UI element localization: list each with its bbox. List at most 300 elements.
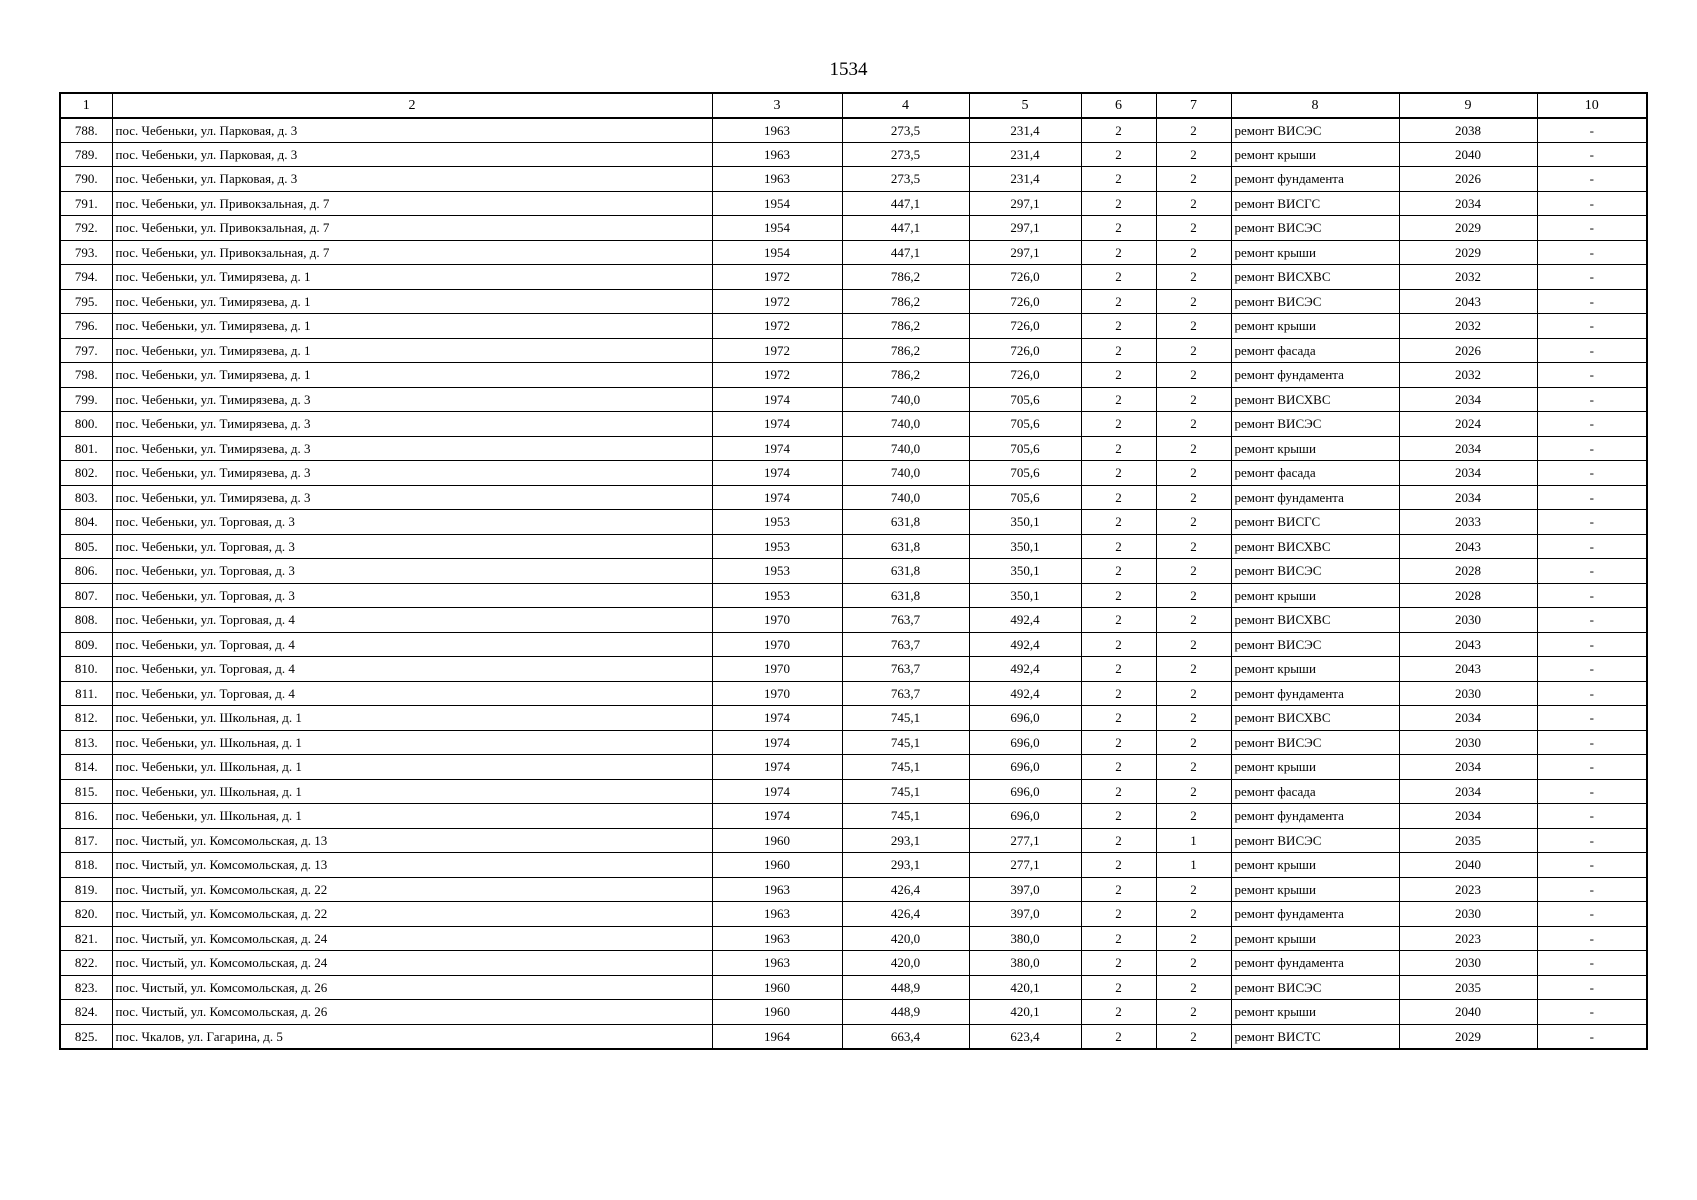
table-row bbox=[60, 730, 1647, 755]
entrances-cell: 2 bbox=[1156, 559, 1231, 584]
floors-cell: 2 bbox=[1081, 265, 1156, 290]
table-row bbox=[60, 118, 1647, 143]
floors-cell: 2 bbox=[1081, 706, 1156, 731]
entrances-cell: 2 bbox=[1156, 216, 1231, 241]
build-year-cell: 1970 bbox=[712, 608, 842, 633]
note-cell: - bbox=[1537, 191, 1647, 216]
work-type-cell: ремонт ВИСЭС bbox=[1231, 216, 1399, 241]
total-area-cell: 631,8 bbox=[842, 510, 969, 535]
build-year-cell: 1953 bbox=[712, 534, 842, 559]
living-area-cell: 492,4 bbox=[969, 657, 1081, 682]
work-type-cell: ремонт ВИСХВС bbox=[1231, 706, 1399, 731]
table-row bbox=[60, 314, 1647, 339]
build-year-cell: 1963 bbox=[712, 902, 842, 927]
column-header-9: 9 bbox=[1399, 93, 1537, 118]
address-cell: пос. Чебеньки, ул. Торговая, д. 4 bbox=[112, 608, 712, 633]
total-area-cell: 740,0 bbox=[842, 436, 969, 461]
total-area-cell: 786,2 bbox=[842, 338, 969, 363]
total-area-cell: 426,4 bbox=[842, 902, 969, 927]
living-area-cell: 696,0 bbox=[969, 730, 1081, 755]
planned-year-cell: 2032 bbox=[1399, 363, 1537, 388]
planned-year-cell: 2035 bbox=[1399, 828, 1537, 853]
total-area-cell: 745,1 bbox=[842, 730, 969, 755]
note-cell: - bbox=[1537, 265, 1647, 290]
work-type-cell: ремонт ВИСЭС bbox=[1231, 559, 1399, 584]
table-body bbox=[60, 118, 1647, 1049]
table-row bbox=[60, 559, 1647, 584]
living-area-cell: 623,4 bbox=[969, 1024, 1081, 1049]
work-type-cell: ремонт ВИСЭС bbox=[1231, 632, 1399, 657]
note-cell: - bbox=[1537, 559, 1647, 584]
build-year-cell: 1972 bbox=[712, 314, 842, 339]
entrances-cell: 2 bbox=[1156, 338, 1231, 363]
entrances-cell: 2 bbox=[1156, 289, 1231, 314]
build-year-cell: 1963 bbox=[712, 926, 842, 951]
total-area-cell: 745,1 bbox=[842, 804, 969, 829]
row-number-cell: 803. bbox=[60, 485, 112, 510]
work-type-cell: ремонт ВИСЭС bbox=[1231, 412, 1399, 437]
work-type-cell: ремонт крыши bbox=[1231, 877, 1399, 902]
address-cell: пос. Чистый, ул. Комсомольская, д. 22 bbox=[112, 877, 712, 902]
row-number-cell: 815. bbox=[60, 779, 112, 804]
work-type-cell: ремонт фундамента bbox=[1231, 167, 1399, 192]
floors-cell: 2 bbox=[1081, 216, 1156, 241]
total-area-cell: 293,1 bbox=[842, 828, 969, 853]
floors-cell: 2 bbox=[1081, 142, 1156, 167]
column-header-4: 4 bbox=[842, 93, 969, 118]
row-number-cell: 796. bbox=[60, 314, 112, 339]
planned-year-cell: 2029 bbox=[1399, 216, 1537, 241]
address-cell: пос. Чебеньки, ул. Торговая, д. 3 bbox=[112, 534, 712, 559]
planned-year-cell: 2026 bbox=[1399, 167, 1537, 192]
living-area-cell: 380,0 bbox=[969, 951, 1081, 976]
floors-cell: 2 bbox=[1081, 828, 1156, 853]
planned-year-cell: 2038 bbox=[1399, 118, 1537, 143]
living-area-cell: 380,0 bbox=[969, 926, 1081, 951]
entrances-cell: 2 bbox=[1156, 1000, 1231, 1025]
address-cell: пос. Чкалов, ул. Гагарина, д. 5 bbox=[112, 1024, 712, 1049]
page-number: 1534 bbox=[829, 59, 868, 80]
planned-year-cell: 2043 bbox=[1399, 657, 1537, 682]
planned-year-cell: 2034 bbox=[1399, 461, 1537, 486]
row-number-cell: 791. bbox=[60, 191, 112, 216]
address-cell: пос. Чистый, ул. Комсомольская, д. 24 bbox=[112, 951, 712, 976]
entrances-cell: 2 bbox=[1156, 804, 1231, 829]
planned-year-cell: 2030 bbox=[1399, 608, 1537, 633]
total-area-cell: 740,0 bbox=[842, 412, 969, 437]
planned-year-cell: 2032 bbox=[1399, 314, 1537, 339]
floors-cell: 2 bbox=[1081, 975, 1156, 1000]
table-row bbox=[60, 167, 1647, 192]
table-row bbox=[60, 142, 1647, 167]
living-area-cell: 231,4 bbox=[969, 118, 1081, 143]
address-cell: пос. Чебеньки, ул. Тимирязева, д. 1 bbox=[112, 363, 712, 388]
living-area-cell: 297,1 bbox=[969, 216, 1081, 241]
work-type-cell: ремонт крыши bbox=[1231, 657, 1399, 682]
table-row bbox=[60, 485, 1647, 510]
note-cell: - bbox=[1537, 657, 1647, 682]
entrances-cell: 2 bbox=[1156, 314, 1231, 339]
note-cell: - bbox=[1537, 583, 1647, 608]
floors-cell: 2 bbox=[1081, 877, 1156, 902]
work-type-cell: ремонт фундамента bbox=[1231, 681, 1399, 706]
floors-cell: 2 bbox=[1081, 412, 1156, 437]
living-area-cell: 231,4 bbox=[969, 142, 1081, 167]
build-year-cell: 1974 bbox=[712, 779, 842, 804]
address-cell: пос. Чебеньки, ул. Торговая, д. 4 bbox=[112, 632, 712, 657]
row-number-cell: 795. bbox=[60, 289, 112, 314]
work-type-cell: ремонт крыши bbox=[1231, 853, 1399, 878]
address-cell: пос. Чебеньки, ул. Тимирязева, д. 1 bbox=[112, 289, 712, 314]
address-cell: пос. Чебеньки, ул. Тимирязева, д. 3 bbox=[112, 436, 712, 461]
total-area-cell: 293,1 bbox=[842, 853, 969, 878]
entrances-cell: 2 bbox=[1156, 951, 1231, 976]
planned-year-cell: 2043 bbox=[1399, 534, 1537, 559]
living-area-cell: 277,1 bbox=[969, 828, 1081, 853]
living-area-cell: 350,1 bbox=[969, 559, 1081, 584]
table-row bbox=[60, 632, 1647, 657]
total-area-cell: 273,5 bbox=[842, 167, 969, 192]
note-cell: - bbox=[1537, 951, 1647, 976]
living-area-cell: 350,1 bbox=[969, 510, 1081, 535]
planned-year-cell: 2034 bbox=[1399, 191, 1537, 216]
build-year-cell: 1974 bbox=[712, 461, 842, 486]
work-type-cell: ремонт ВИСХВС bbox=[1231, 387, 1399, 412]
work-type-cell: ремонт фундамента bbox=[1231, 902, 1399, 927]
work-type-cell: ремонт ВИСЭС bbox=[1231, 828, 1399, 853]
planned-year-cell: 2030 bbox=[1399, 681, 1537, 706]
table-row bbox=[60, 338, 1647, 363]
table-row bbox=[60, 412, 1647, 437]
entrances-cell: 2 bbox=[1156, 412, 1231, 437]
address-cell: пос. Чебеньки, ул. Тимирязева, д. 3 bbox=[112, 485, 712, 510]
address-cell: пос. Чистый, ул. Комсомольская, д. 24 bbox=[112, 926, 712, 951]
entrances-cell: 2 bbox=[1156, 926, 1231, 951]
note-cell: - bbox=[1537, 534, 1647, 559]
address-cell: пос. Чебеньки, ул. Школьная, д. 1 bbox=[112, 755, 712, 780]
floors-cell: 2 bbox=[1081, 853, 1156, 878]
note-cell: - bbox=[1537, 828, 1647, 853]
table-row bbox=[60, 240, 1647, 265]
work-type-cell: ремонт ВИСТС bbox=[1231, 1024, 1399, 1049]
planned-year-cell: 2032 bbox=[1399, 265, 1537, 290]
entrances-cell: 2 bbox=[1156, 534, 1231, 559]
build-year-cell: 1954 bbox=[712, 216, 842, 241]
planned-year-cell: 2043 bbox=[1399, 289, 1537, 314]
living-area-cell: 696,0 bbox=[969, 804, 1081, 829]
entrances-cell: 2 bbox=[1156, 681, 1231, 706]
total-area-cell: 420,0 bbox=[842, 951, 969, 976]
build-year-cell: 1960 bbox=[712, 828, 842, 853]
work-type-cell: ремонт фундамента bbox=[1231, 485, 1399, 510]
entrances-cell: 2 bbox=[1156, 167, 1231, 192]
note-cell: - bbox=[1537, 902, 1647, 927]
note-cell: - bbox=[1537, 510, 1647, 535]
build-year-cell: 1953 bbox=[712, 559, 842, 584]
total-area-cell: 273,5 bbox=[842, 118, 969, 143]
entrances-cell: 2 bbox=[1156, 583, 1231, 608]
address-cell: пос. Чебеньки, ул. Торговая, д. 3 bbox=[112, 583, 712, 608]
work-type-cell: ремонт ВИСЭС bbox=[1231, 975, 1399, 1000]
build-year-cell: 1953 bbox=[712, 510, 842, 535]
entrances-cell: 2 bbox=[1156, 191, 1231, 216]
address-cell: пос. Чистый, ул. Комсомольская, д. 13 bbox=[112, 853, 712, 878]
living-area-cell: 277,1 bbox=[969, 853, 1081, 878]
floors-cell: 2 bbox=[1081, 387, 1156, 412]
note-cell: - bbox=[1537, 804, 1647, 829]
total-area-cell: 740,0 bbox=[842, 485, 969, 510]
build-year-cell: 1972 bbox=[712, 338, 842, 363]
build-year-cell: 1963 bbox=[712, 167, 842, 192]
table-row bbox=[60, 1000, 1647, 1025]
entrances-cell: 2 bbox=[1156, 142, 1231, 167]
note-cell: - bbox=[1537, 1000, 1647, 1025]
floors-cell: 2 bbox=[1081, 804, 1156, 829]
planned-year-cell: 2033 bbox=[1399, 510, 1537, 535]
note-cell: - bbox=[1537, 363, 1647, 388]
total-area-cell: 763,7 bbox=[842, 681, 969, 706]
address-cell: пос. Чебеньки, ул. Привокзальная, д. 7 bbox=[112, 216, 712, 241]
address-cell: пос. Чебеньки, ул. Тимирязева, д. 3 bbox=[112, 461, 712, 486]
address-cell: пос. Чебеньки, ул. Тимирязева, д. 3 bbox=[112, 387, 712, 412]
work-type-cell: ремонт ВИСЭС bbox=[1231, 289, 1399, 314]
build-year-cell: 1974 bbox=[712, 730, 842, 755]
build-year-cell: 1963 bbox=[712, 142, 842, 167]
work-type-cell: ремонт ВИСГС bbox=[1231, 191, 1399, 216]
living-area-cell: 705,6 bbox=[969, 436, 1081, 461]
table-row bbox=[60, 608, 1647, 633]
row-number-cell: 808. bbox=[60, 608, 112, 633]
planned-year-cell: 2030 bbox=[1399, 730, 1537, 755]
living-area-cell: 397,0 bbox=[969, 877, 1081, 902]
row-number-cell: 802. bbox=[60, 461, 112, 486]
build-year-cell: 1970 bbox=[712, 657, 842, 682]
total-area-cell: 763,7 bbox=[842, 657, 969, 682]
table-row bbox=[60, 583, 1647, 608]
entrances-cell: 2 bbox=[1156, 632, 1231, 657]
total-area-cell: 448,9 bbox=[842, 1000, 969, 1025]
header-row bbox=[60, 93, 1647, 118]
note-cell: - bbox=[1537, 142, 1647, 167]
note-cell: - bbox=[1537, 877, 1647, 902]
total-area-cell: 786,2 bbox=[842, 265, 969, 290]
table-row bbox=[60, 706, 1647, 731]
planned-year-cell: 2034 bbox=[1399, 706, 1537, 731]
row-number-cell: 817. bbox=[60, 828, 112, 853]
note-cell: - bbox=[1537, 1024, 1647, 1049]
planned-year-cell: 2034 bbox=[1399, 755, 1537, 780]
address-cell: пос. Чистый, ул. Комсомольская, д. 26 bbox=[112, 1000, 712, 1025]
row-number-cell: 820. bbox=[60, 902, 112, 927]
table-row bbox=[60, 436, 1647, 461]
planned-year-cell: 2034 bbox=[1399, 485, 1537, 510]
work-type-cell: ремонт крыши bbox=[1231, 1000, 1399, 1025]
build-year-cell: 1954 bbox=[712, 240, 842, 265]
living-area-cell: 726,0 bbox=[969, 289, 1081, 314]
entrances-cell: 2 bbox=[1156, 1024, 1231, 1049]
build-year-cell: 1974 bbox=[712, 387, 842, 412]
address-cell: пос. Чебеньки, ул. Школьная, д. 1 bbox=[112, 730, 712, 755]
entrances-cell: 2 bbox=[1156, 387, 1231, 412]
column-header-6: 6 bbox=[1081, 93, 1156, 118]
living-area-cell: 726,0 bbox=[969, 338, 1081, 363]
planned-year-cell: 2030 bbox=[1399, 902, 1537, 927]
work-type-cell: ремонт ВИСХВС bbox=[1231, 534, 1399, 559]
address-cell: пос. Чебеньки, ул. Торговая, д. 4 bbox=[112, 681, 712, 706]
planned-year-cell: 2034 bbox=[1399, 436, 1537, 461]
note-cell: - bbox=[1537, 436, 1647, 461]
table-row bbox=[60, 804, 1647, 829]
note-cell: - bbox=[1537, 289, 1647, 314]
column-header-8: 8 bbox=[1231, 93, 1399, 118]
planned-year-cell: 2023 bbox=[1399, 877, 1537, 902]
table-row bbox=[60, 779, 1647, 804]
work-type-cell: ремонт фасада bbox=[1231, 461, 1399, 486]
entrances-cell: 2 bbox=[1156, 755, 1231, 780]
living-area-cell: 705,6 bbox=[969, 485, 1081, 510]
row-number-cell: 798. bbox=[60, 363, 112, 388]
planned-year-cell: 2024 bbox=[1399, 412, 1537, 437]
address-cell: пос. Чебеньки, ул. Торговая, д. 4 bbox=[112, 657, 712, 682]
work-type-cell: ремонт крыши bbox=[1231, 583, 1399, 608]
address-cell: пос. Чебеньки, ул. Парковая, д. 3 bbox=[112, 142, 712, 167]
floors-cell: 2 bbox=[1081, 1024, 1156, 1049]
address-cell: пос. Чебеньки, ул. Парковая, д. 3 bbox=[112, 167, 712, 192]
note-cell: - bbox=[1537, 338, 1647, 363]
note-cell: - bbox=[1537, 730, 1647, 755]
table-row bbox=[60, 951, 1647, 976]
planned-year-cell: 2029 bbox=[1399, 240, 1537, 265]
table-row bbox=[60, 877, 1647, 902]
entrances-cell: 2 bbox=[1156, 485, 1231, 510]
entrances-cell: 2 bbox=[1156, 461, 1231, 486]
work-type-cell: ремонт фасада bbox=[1231, 779, 1399, 804]
living-area-cell: 705,6 bbox=[969, 461, 1081, 486]
living-area-cell: 231,4 bbox=[969, 167, 1081, 192]
address-cell: пос. Чистый, ул. Комсомольская, д. 26 bbox=[112, 975, 712, 1000]
entrances-cell: 2 bbox=[1156, 436, 1231, 461]
work-type-cell: ремонт крыши bbox=[1231, 142, 1399, 167]
table-row bbox=[60, 902, 1647, 927]
work-type-cell: ремонт крыши bbox=[1231, 240, 1399, 265]
entrances-cell: 2 bbox=[1156, 118, 1231, 143]
total-area-cell: 631,8 bbox=[842, 559, 969, 584]
row-number-cell: 813. bbox=[60, 730, 112, 755]
total-area-cell: 448,9 bbox=[842, 975, 969, 1000]
floors-cell: 2 bbox=[1081, 534, 1156, 559]
row-number-cell: 804. bbox=[60, 510, 112, 535]
living-area-cell: 420,1 bbox=[969, 975, 1081, 1000]
living-area-cell: 696,0 bbox=[969, 779, 1081, 804]
note-cell: - bbox=[1537, 853, 1647, 878]
floors-cell: 2 bbox=[1081, 779, 1156, 804]
planned-year-cell: 2029 bbox=[1399, 1024, 1537, 1049]
total-area-cell: 447,1 bbox=[842, 191, 969, 216]
total-area-cell: 786,2 bbox=[842, 363, 969, 388]
note-cell: - bbox=[1537, 118, 1647, 143]
total-area-cell: 745,1 bbox=[842, 755, 969, 780]
floors-cell: 2 bbox=[1081, 118, 1156, 143]
address-cell: пос. Чебеньки, ул. Парковая, д. 3 bbox=[112, 118, 712, 143]
living-area-cell: 726,0 bbox=[969, 363, 1081, 388]
row-number-cell: 799. bbox=[60, 387, 112, 412]
planned-year-cell: 2034 bbox=[1399, 779, 1537, 804]
floors-cell: 2 bbox=[1081, 755, 1156, 780]
floors-cell: 2 bbox=[1081, 363, 1156, 388]
table-row bbox=[60, 510, 1647, 535]
entrances-cell: 2 bbox=[1156, 730, 1231, 755]
note-cell: - bbox=[1537, 681, 1647, 706]
build-year-cell: 1974 bbox=[712, 804, 842, 829]
build-year-cell: 1963 bbox=[712, 951, 842, 976]
work-type-cell: ремонт ВИСЭС bbox=[1231, 118, 1399, 143]
floors-cell: 2 bbox=[1081, 436, 1156, 461]
total-area-cell: 631,8 bbox=[842, 583, 969, 608]
row-number-cell: 825. bbox=[60, 1024, 112, 1049]
total-area-cell: 447,1 bbox=[842, 240, 969, 265]
living-area-cell: 492,4 bbox=[969, 632, 1081, 657]
living-area-cell: 726,0 bbox=[969, 265, 1081, 290]
work-type-cell: ремонт ВИСГС bbox=[1231, 510, 1399, 535]
entrances-cell: 2 bbox=[1156, 877, 1231, 902]
floors-cell: 2 bbox=[1081, 681, 1156, 706]
living-area-cell: 705,6 bbox=[969, 387, 1081, 412]
row-number-cell: 809. bbox=[60, 632, 112, 657]
total-area-cell: 745,1 bbox=[842, 706, 969, 731]
work-type-cell: ремонт фундамента bbox=[1231, 951, 1399, 976]
work-type-cell: ремонт фундамента bbox=[1231, 804, 1399, 829]
row-number-cell: 792. bbox=[60, 216, 112, 241]
total-area-cell: 631,8 bbox=[842, 534, 969, 559]
build-year-cell: 1960 bbox=[712, 853, 842, 878]
floors-cell: 2 bbox=[1081, 240, 1156, 265]
total-area-cell: 447,1 bbox=[842, 216, 969, 241]
table-row bbox=[60, 657, 1647, 682]
total-area-cell: 763,7 bbox=[842, 608, 969, 633]
column-header-10: 10 bbox=[1537, 93, 1647, 118]
table-row bbox=[60, 289, 1647, 314]
table-row bbox=[60, 216, 1647, 241]
work-type-cell: ремонт фасада bbox=[1231, 338, 1399, 363]
living-area-cell: 696,0 bbox=[969, 755, 1081, 780]
address-cell: пос. Чебеньки, ул. Привокзальная, д. 7 bbox=[112, 191, 712, 216]
row-number-cell: 806. bbox=[60, 559, 112, 584]
floors-cell: 2 bbox=[1081, 338, 1156, 363]
note-cell: - bbox=[1537, 461, 1647, 486]
work-type-cell: ремонт крыши bbox=[1231, 314, 1399, 339]
planned-year-cell: 2030 bbox=[1399, 951, 1537, 976]
living-area-cell: 492,4 bbox=[969, 681, 1081, 706]
row-number-cell: 790. bbox=[60, 167, 112, 192]
planned-year-cell: 2043 bbox=[1399, 632, 1537, 657]
entrances-cell: 2 bbox=[1156, 240, 1231, 265]
build-year-cell: 1953 bbox=[712, 583, 842, 608]
living-area-cell: 696,0 bbox=[969, 706, 1081, 731]
living-area-cell: 705,6 bbox=[969, 412, 1081, 437]
build-year-cell: 1974 bbox=[712, 412, 842, 437]
entrances-cell: 2 bbox=[1156, 902, 1231, 927]
build-year-cell: 1972 bbox=[712, 289, 842, 314]
build-year-cell: 1970 bbox=[712, 632, 842, 657]
row-number-cell: 801. bbox=[60, 436, 112, 461]
living-area-cell: 297,1 bbox=[969, 240, 1081, 265]
column-header-1: 1 bbox=[60, 93, 112, 118]
address-cell: пос. Чебеньки, ул. Привокзальная, д. 7 bbox=[112, 240, 712, 265]
column-header-7: 7 bbox=[1156, 93, 1231, 118]
row-number-cell: 819. bbox=[60, 877, 112, 902]
row-number-cell: 814. bbox=[60, 755, 112, 780]
table-row bbox=[60, 265, 1647, 290]
